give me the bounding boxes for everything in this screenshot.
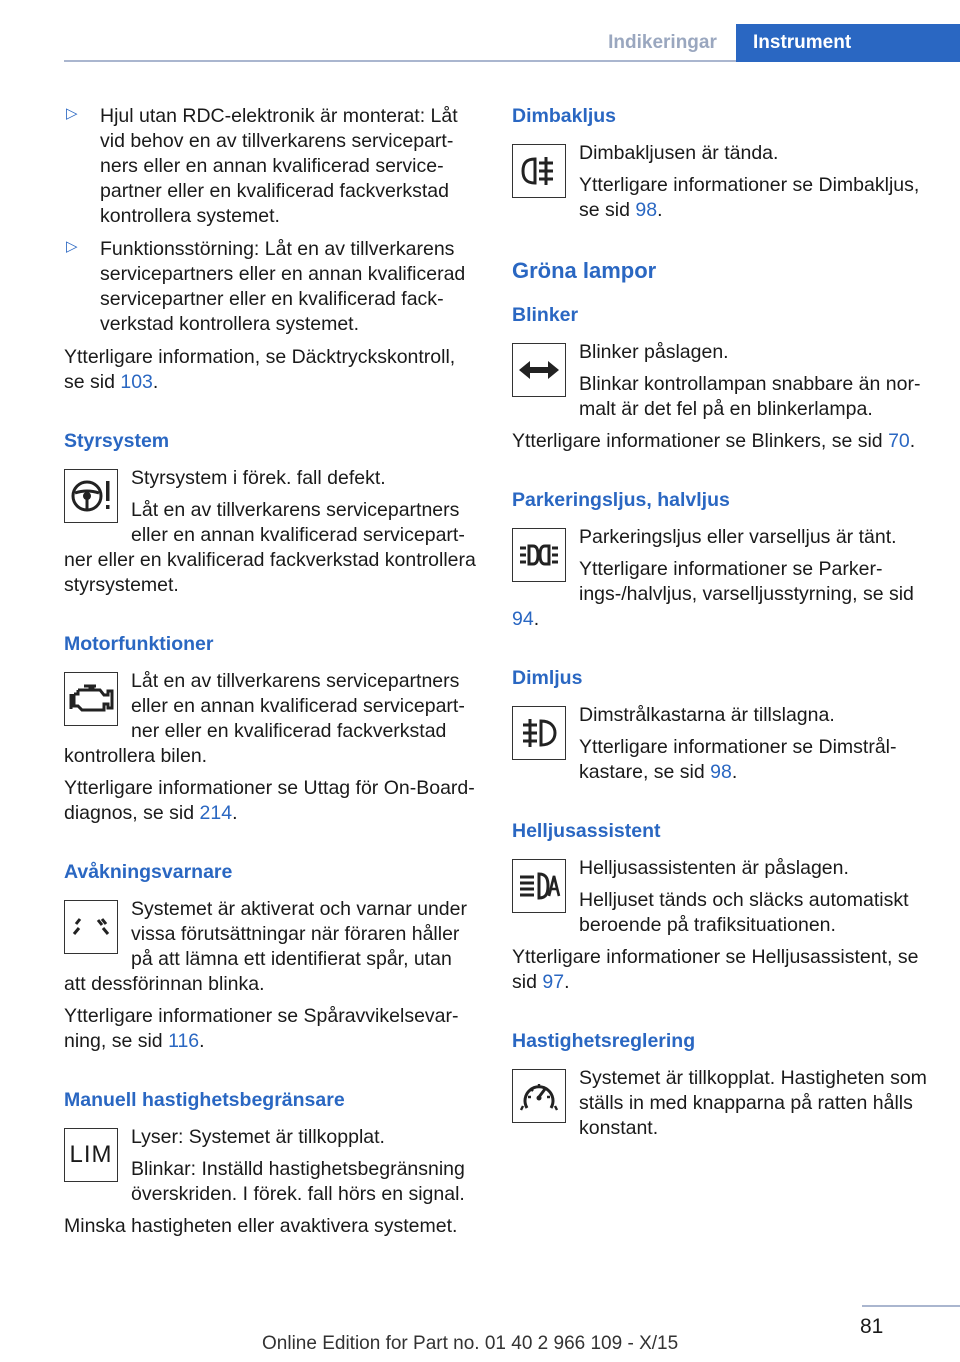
speed-limiter-icon: [64, 1128, 118, 1182]
dip-reference: Ytterligare informationer se Dimbakljus, se sid 98.: [579, 174, 920, 221]
section-title: Dimljus: [512, 667, 583, 689]
tab-indikeringar[interactable]: Indikeringar: [608, 32, 717, 53]
paragraph: Lyser: Systemet är tillkopplat.: [131, 1126, 385, 1148]
list-item: [64, 104, 476, 229]
footer-rule: [862, 1305, 960, 1307]
page-link[interactable]: 94: [512, 608, 534, 630]
page-link[interactable]: 70: [888, 430, 910, 452]
page-number: 81: [860, 1315, 884, 1338]
section-title: Avåkningsvarnare: [64, 861, 233, 883]
section-title: Parkeringsljus, halvljus: [512, 489, 730, 511]
tpms-reference: Ytterligare information, se Däcktryckskontroll, se sid 103.: [64, 346, 456, 393]
section-title: Hastighetsreglering: [512, 1030, 696, 1052]
bullet-text: Hjul utan RDC-elektronik är monterat: Låt vid behov en av tillverkarens servicepartners eller en annan kvalificerad servicepartner eller en kvalificerad fackverkstad kontrollera systemet.: [100, 105, 458, 227]
high-beam-assistant-icon: [512, 859, 566, 913]
page-link[interactable]: 214: [199, 802, 233, 824]
paragraph: Parkeringsljus eller varselljus är tänt.: [579, 526, 897, 548]
section-heading: Gröna lampor: [512, 258, 657, 283]
lim-label: LIM: [69, 1141, 113, 1168]
bullet-text: Funktionsstörning: Låt en av tillverkarens servicepartners eller en annan kvalificerad servicepartner eller en kvalificerad fackverkstad kontrollera systemet.: [100, 238, 466, 335]
tab-instrument[interactable]: Instrument: [736, 24, 960, 62]
paragraph: Helljusassistenten är påslagen.: [579, 857, 849, 879]
section-title: Blinker: [512, 304, 579, 326]
lane-departure-icon: [64, 900, 118, 954]
paragraph: Dimstrålkastarna är tillslagna.: [579, 704, 835, 726]
left-column: [64, 104, 476, 1239]
park-reference: Ytterligare informationer se Parkerings-/halvljus, varselljusstyrning, se sid 94.: [512, 558, 914, 630]
lane-reference: Ytterligare informationer se Spåravvikelsevarning, se sid 116.: [64, 1005, 459, 1052]
paragraph: Blinker påslagen.: [579, 341, 729, 363]
page-link[interactable]: 116: [168, 1030, 200, 1052]
page-link[interactable]: 97: [542, 971, 565, 993]
rear-fog-light-icon: [512, 144, 566, 198]
cruise-control-icon: [512, 1069, 566, 1123]
fog-reference: Ytterligare informationer se Dimstrålkastare, se sid 98.: [579, 736, 897, 783]
section-title: Helljusassistent: [512, 820, 661, 842]
triangle-bullet-icon: ▷: [66, 238, 78, 255]
page-link[interactable]: 98: [635, 199, 658, 221]
paragraph: Systemet är tillkopplat. Hastigheten som ställs in med knapparna på ratten hålls konstant.: [579, 1067, 927, 1139]
hba-reference: Ytterligare informationer se Helljusassistent, se sid 97.: [512, 946, 919, 993]
paragraph: Minska hastigheten eller avaktivera systemet.: [64, 1215, 458, 1237]
paragraph: Blinkar kontrollampan snabbare än normalt är det fel på en blinkerlampa.: [579, 373, 921, 420]
paragraph: Låt en av tillverkarens servicepartners eller en annan kvalificerad servicepartner eller en kvalificerad fackverkstad kontrollera bilen.: [64, 670, 465, 767]
engine-icon: [64, 672, 118, 726]
paragraph: Blinkar: Inställd hastighetsbegränsning överskriden. I förek. fall hörs en signal.: [131, 1158, 465, 1205]
paragraph: Styrsystem i förek. fall defekt.: [131, 467, 386, 489]
list-item: [64, 237, 476, 337]
section-title: Dimbakljus: [512, 105, 617, 127]
blink-reference: Ytterligare informationer se Blinkers, se sid 70.: [512, 430, 916, 452]
parking-light-icon: [512, 528, 566, 582]
paragraph: Systemet är aktiverat och varnar under vissa förutsättningar när föraren håller på att lämna ett identifierat spår, utan att dessförinnan blinka.: [64, 898, 467, 995]
paragraph: Låt en av tillverkarens servicepartners eller en annan kvalificerad servicepartner eller en kvalificerad fackverkstad kontrollera styrsystemet.: [64, 499, 476, 596]
page-link[interactable]: 98: [710, 761, 732, 783]
right-column: [512, 104, 932, 1141]
paragraph: Helljuset tänds och släcks automatiskt beroende på trafiksituationen.: [579, 889, 909, 936]
engine-reference: Ytterligare informationer se Uttag för On-Board-diagnos, se sid 214.: [64, 777, 475, 824]
paragraph: Dimbakljusen är tända.: [579, 142, 779, 164]
turn-signal-icon: [512, 343, 566, 397]
section-title: Styrsystem: [64, 430, 170, 452]
page-link[interactable]: 103: [120, 371, 153, 393]
triangle-bullet-icon: ▷: [66, 105, 78, 122]
edition-note: Online Edition for Part no. 01 40 2 966 109 - X/15: [262, 1333, 679, 1354]
front-fog-light-icon: [512, 706, 566, 760]
steering-warning-icon: [64, 469, 118, 523]
section-title: Manuell hastighetsbegränsare: [64, 1089, 345, 1111]
section-title: Motorfunktioner: [64, 633, 214, 655]
